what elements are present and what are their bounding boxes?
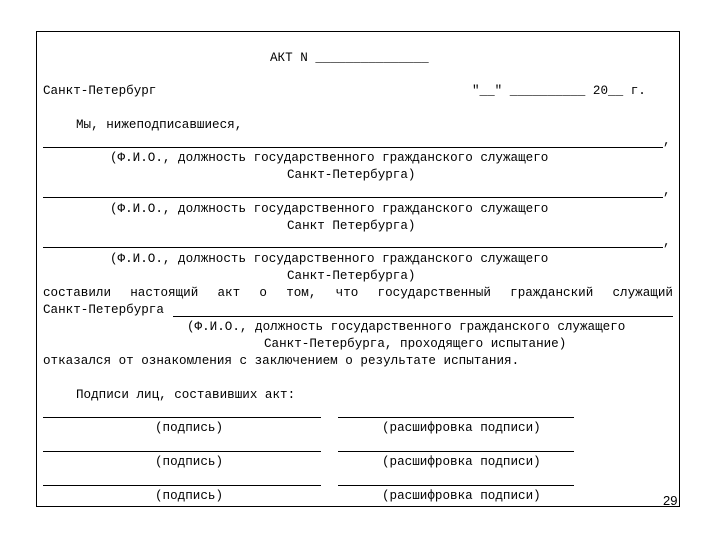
person-3-line (43, 247, 663, 248)
decode-label: (расшифровка подписи) (382, 455, 541, 469)
person-2-city: Санкт Петербурга) (287, 219, 416, 233)
composed-word: акт (217, 286, 241, 300)
composed-word: служащий (612, 286, 673, 300)
composed-word: том, (286, 286, 317, 300)
decode-line (338, 417, 574, 418)
composed-word: о (259, 286, 267, 300)
person-1-caption: (Ф.И.О., должность государственного гражданского служащего (110, 151, 549, 165)
person-1-city: Санкт-Петербурга) (287, 168, 416, 182)
signatures-heading: Подписи лиц, составивших акт: (76, 388, 296, 402)
composed-word: гражданский (510, 286, 594, 300)
person-2-line (43, 197, 663, 198)
date-field: "__" __________ 20__ г. (472, 84, 646, 98)
person-1-line (43, 147, 663, 148)
subject-caption: (Ф.И.О., должность государственного гражданского служащего (187, 320, 626, 334)
signature-line (43, 417, 321, 418)
page-number: 29 (663, 493, 678, 508)
refusal-text: отказался от ознакомления с заключением о результате испытания. (43, 354, 520, 368)
decode-line (338, 451, 574, 452)
composed-word: государственный (377, 286, 491, 300)
person-3-city: Санкт-Петербурга) (287, 269, 416, 283)
signature-label: (подпись) (155, 455, 224, 469)
intro-text: Мы, нижеподписавшиеся, (76, 118, 243, 132)
composed-word: составили (43, 286, 112, 300)
subject-caption-2: Санкт-Петербурга, проходящего испытание) (264, 337, 567, 351)
composed-statement (43, 286, 673, 301)
composed-word: что (335, 286, 359, 300)
signature-label: (подпись) (155, 421, 224, 435)
signature-line (43, 451, 321, 452)
signature-line (43, 485, 321, 486)
decode-label: (расшифровка подписи) (382, 489, 541, 503)
person-2-comma: , (663, 184, 671, 198)
person-1-comma: , (663, 134, 671, 148)
decode-line (338, 485, 574, 486)
subject-line (173, 316, 673, 317)
person-2-caption: (Ф.И.О., должность государственного гражданского служащего (110, 202, 549, 216)
person-3-comma: , (663, 235, 671, 249)
decode-label: (расшифровка подписи) (382, 421, 541, 435)
person-3-caption: (Ф.И.О., должность государственного гражданского служащего (110, 252, 549, 266)
act-title: АКТ N _______________ (270, 51, 429, 65)
subject-city-prefix: Санкт-Петербурга (43, 303, 164, 317)
signature-label: (подпись) (155, 489, 224, 503)
city: Санкт-Петербург (43, 84, 157, 98)
composed-word: настоящий (130, 286, 199, 300)
